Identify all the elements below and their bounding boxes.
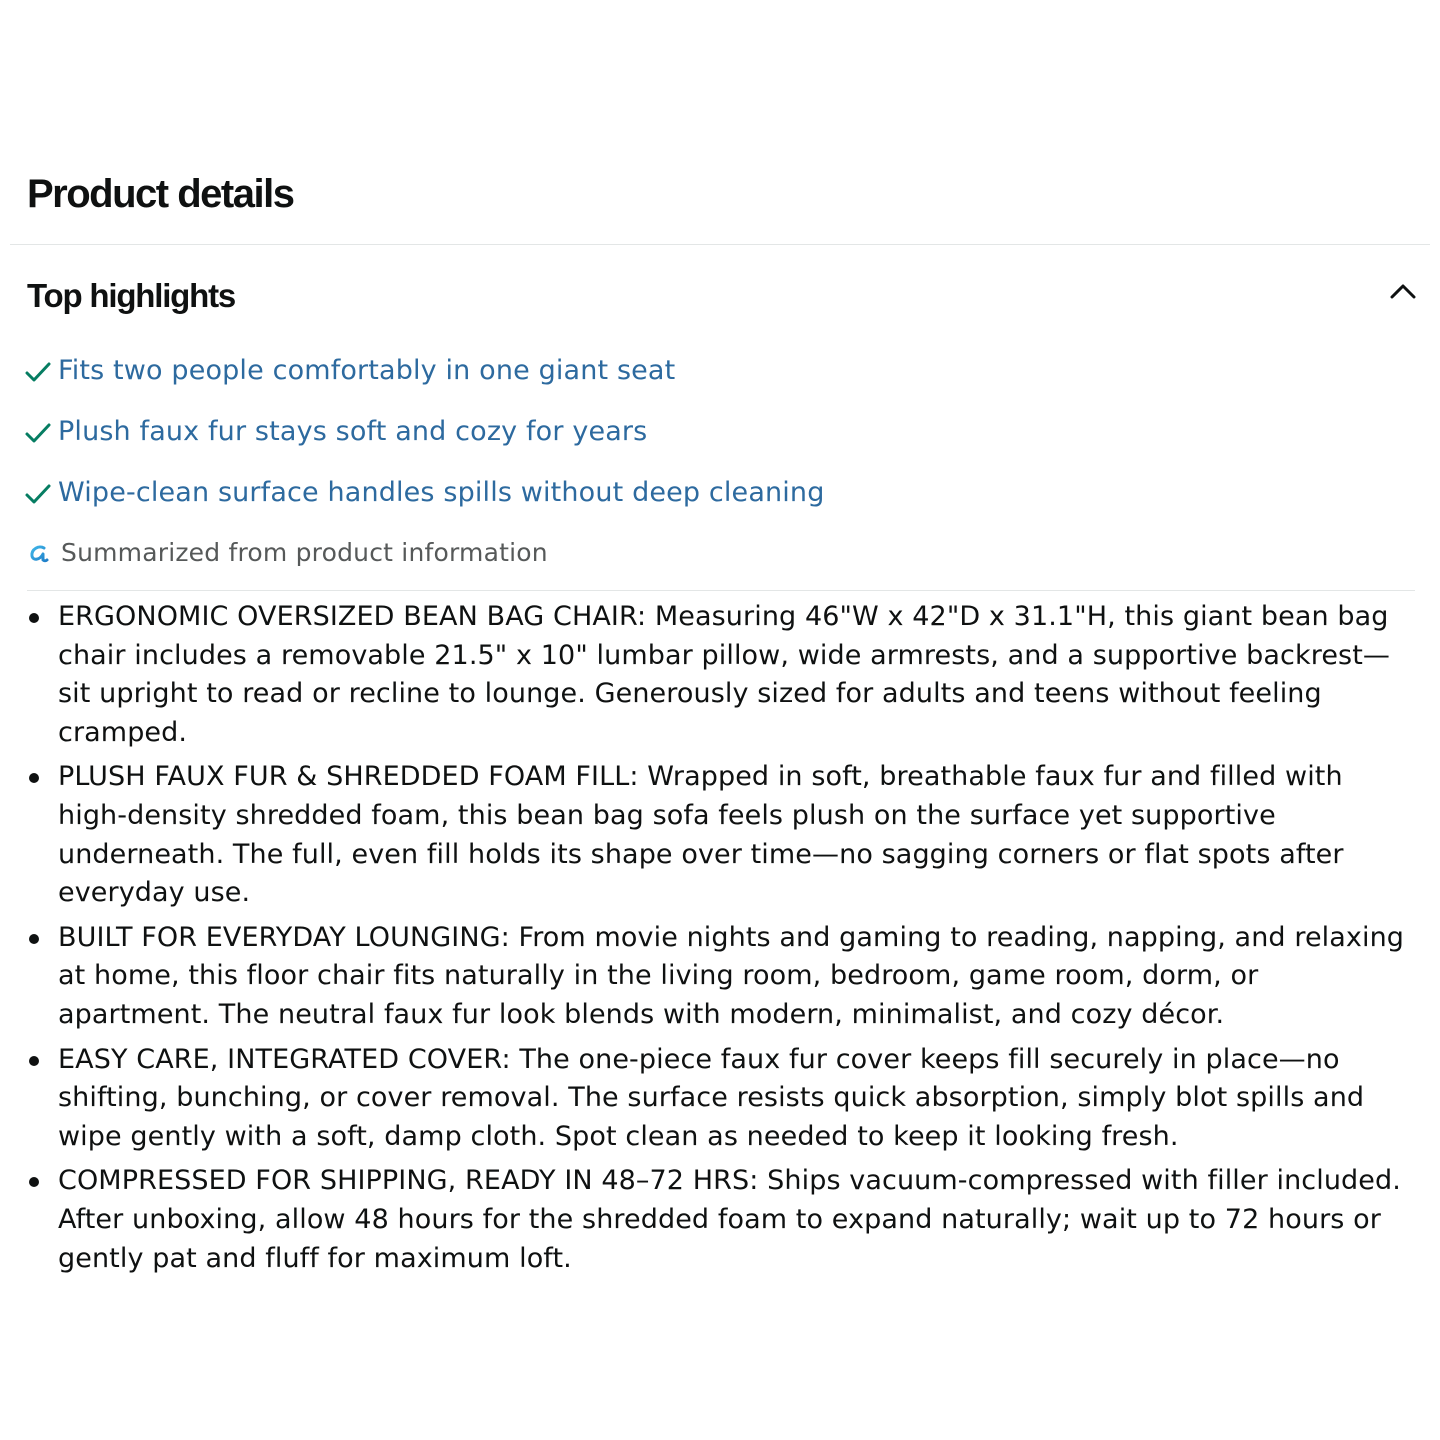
bullet-dot bbox=[29, 934, 39, 944]
bullet-dot bbox=[29, 1177, 39, 1187]
feature-bullets-list bbox=[24, 598, 1419, 1284]
highlight-text: Fits two people comfortably in one giant seat bbox=[58, 355, 676, 386]
highlight-text: Plush faux fur stays soft and cozy for years bbox=[58, 416, 648, 447]
top-highlights-header[interactable] bbox=[27, 272, 1417, 320]
feature-bullet bbox=[24, 758, 1419, 912]
feature-bullet-text: COMPRESSED FOR SHIPPING, READY IN 48–72 HRS: Ships vacuum-compressed with filler included. After unboxing, allow 48 hours for the shredded foam to expand naturally; wait up to 72 hours or gently pat and fluff for maximum loft. bbox=[58, 1165, 1401, 1274]
section-divider bbox=[10, 244, 1430, 245]
top-highlights-title: Top highlights bbox=[27, 277, 236, 314]
check-icon bbox=[24, 419, 52, 447]
bullet-dot bbox=[29, 1056, 39, 1066]
highlight-item bbox=[24, 411, 824, 472]
page-title: Product details bbox=[27, 172, 294, 216]
feature-bullet-text: EASY CARE, INTEGRATED COVER: The one-piece faux fur cover keeps fill securely in place—no shifting, bunching, or cover removal. The surface resists quick absorption, simply blot spills and wipe gently with a soft, damp cloth. Spot clean as needed to keep it looking fresh. bbox=[58, 1043, 1365, 1152]
feature-bullet bbox=[24, 1041, 1419, 1157]
highlight-item bbox=[24, 350, 824, 411]
highlights-list bbox=[24, 350, 824, 533]
content-divider bbox=[27, 590, 1415, 591]
summary-note bbox=[27, 534, 548, 572]
feature-bullet-text: PLUSH FAUX FUR & SHREDDED FOAM FILL: Wrapped in soft, breathable faux fur and filled with high-density shredded foam, this bean bag sofa feels plush on the surface yet supportive underneath. The full, even fill holds its shape over time—no sagging corners or flat spots after everyday use. bbox=[58, 761, 1344, 909]
feature-bullet-text: BUILT FOR EVERYDAY LOUNGING: From movie nights and gaming to reading, napping, and relaxing at home, this floor chair fits naturally in the living room, bedroom, game room, dorm, or apartment. The neutral faux fur look blends with modern, minimalist, and cozy décor. bbox=[58, 921, 1405, 1030]
bullet-dot bbox=[29, 773, 39, 783]
check-icon bbox=[24, 480, 52, 508]
summary-text: Summarized from product information bbox=[61, 538, 548, 567]
feature-bullet bbox=[24, 1162, 1419, 1278]
feature-bullet bbox=[24, 598, 1419, 752]
highlight-item bbox=[24, 472, 824, 533]
bullet-dot bbox=[29, 613, 39, 623]
feature-bullet bbox=[24, 919, 1419, 1035]
check-icon bbox=[24, 358, 52, 386]
highlight-text: Wipe-clean surface handles spills without deep cleaning bbox=[58, 477, 825, 508]
ai-summary-icon bbox=[27, 541, 51, 565]
chevron-up-icon[interactable] bbox=[1389, 280, 1417, 302]
feature-bullet-text: ERGONOMIC OVERSIZED BEAN BAG CHAIR: Measuring 46"W x 42"D x 31.1"H, this giant bean bag chair includes a removable 21.5" x 10" lumbar pillow, wide armrests, and a supportive backrest—sit upright to read or recline to lounge. Generously sized for adults and teens without feeling cramped. bbox=[58, 601, 1390, 748]
